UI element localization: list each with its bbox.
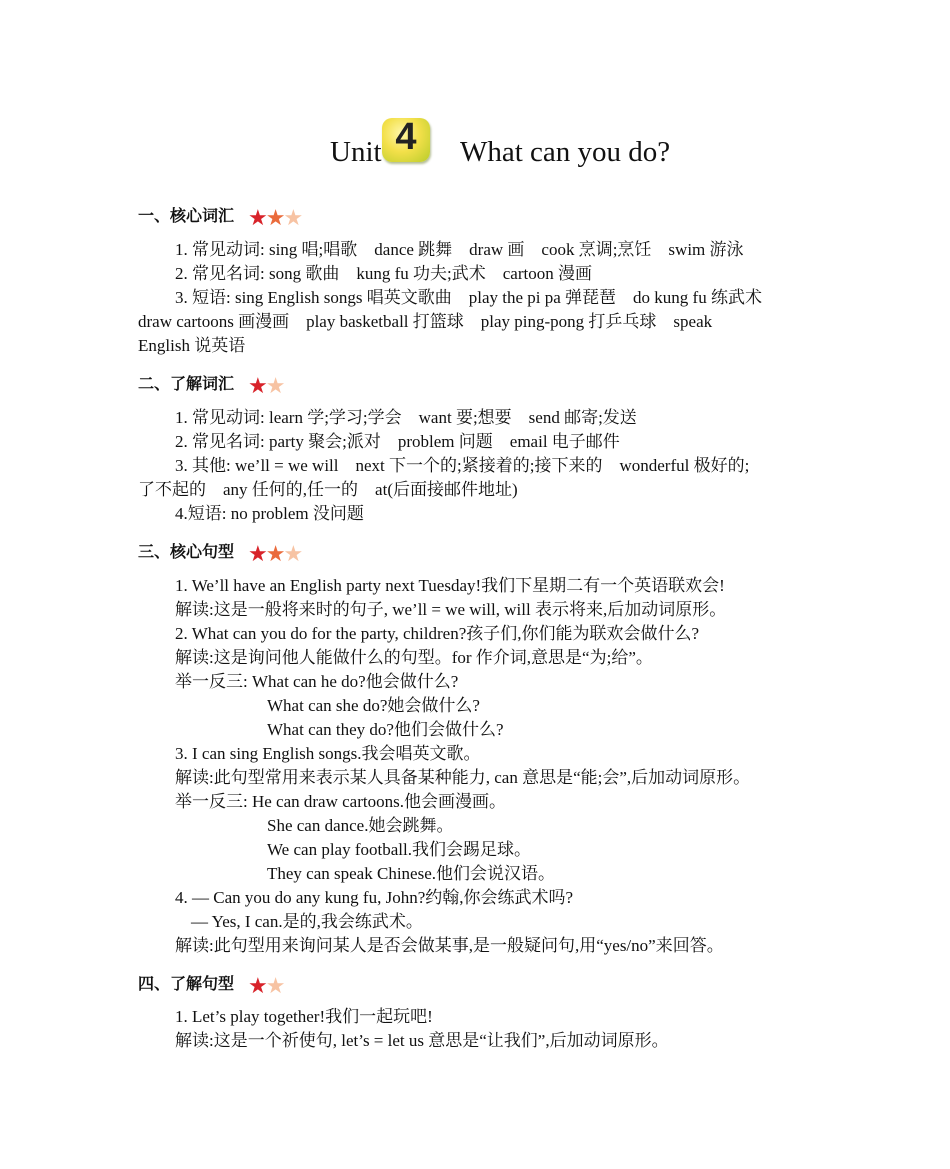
text-line: 解读:这是一般将来时的句子, we’ll = we will, will 表示将来,后加动词原形。 bbox=[175, 600, 727, 619]
unit-number-badge bbox=[382, 118, 430, 162]
section-heading-text: 二、了解词汇 bbox=[138, 374, 235, 393]
unit-label: Unit bbox=[330, 136, 382, 168]
unit-title bbox=[0, 118, 950, 178]
star-icon: ★ bbox=[248, 542, 268, 567]
unit-question: What can you do? bbox=[460, 136, 671, 168]
text-line: 举一反三: What can he do?他会做什么? bbox=[175, 672, 459, 691]
star-icon: ★ bbox=[265, 542, 286, 567]
section-heading-extra-vocabulary bbox=[138, 371, 286, 401]
text-line: 4.短语: no problem 没问题 bbox=[175, 504, 364, 523]
section-heading-text: 一、核心词汇 bbox=[138, 206, 235, 225]
text-line: 3. I can sing English songs.我会唱英文歌。 bbox=[175, 744, 481, 763]
difficulty-stars bbox=[248, 374, 286, 399]
star-icon: ★ bbox=[283, 206, 304, 231]
star-icon: ★ bbox=[248, 374, 268, 399]
text-line: 1. Let’s play together!我们一起玩吧! bbox=[175, 1007, 433, 1026]
text-line: She can dance.她会跳舞。 bbox=[267, 816, 454, 835]
section-heading-extra-sentences bbox=[138, 971, 286, 1001]
text-line: 1. 常见动词: learn 学;学习;学会 want 要;想要 send 邮寄;发送 bbox=[175, 408, 637, 427]
text-line: 2. 常见名词: party 聚会;派对 problem 问题 email 电子邮件 bbox=[175, 432, 620, 451]
text-line: They can speak Chinese.他们会说汉语。 bbox=[267, 864, 555, 883]
section-heading-core-vocabulary bbox=[138, 203, 304, 233]
text-line: draw cartoons 画漫画 play basketball 打篮球 play ping-pong 打乒乓球 speak bbox=[138, 312, 713, 331]
section-heading-core-sentences bbox=[138, 539, 304, 569]
star-icon: ★ bbox=[265, 206, 286, 231]
difficulty-stars bbox=[248, 974, 286, 999]
star-icon: ★ bbox=[283, 542, 304, 567]
star-icon: ★ bbox=[265, 374, 286, 399]
text-line: English 说英语 bbox=[138, 336, 246, 355]
text-line: 4. — Can you do any kung fu, John?约翰,你会练武术吗? bbox=[175, 888, 574, 907]
text-line: 2. 常见名词: song 歌曲 kung fu 功夫;武术 cartoon 漫画 bbox=[175, 264, 592, 283]
text-line: 1. We’ll have an English party next Tuesday!我们下星期二有一个英语联欢会! bbox=[175, 576, 725, 595]
text-line: — Yes, I can.是的,我会练武术。 bbox=[191, 912, 423, 931]
section-heading-text: 四、了解句型 bbox=[138, 974, 235, 993]
section-heading-text: 三、核心句型 bbox=[138, 542, 235, 561]
text-line: We can play football.我们会踢足球。 bbox=[267, 840, 531, 859]
text-line: 解读:此句型常用来表示某人具备某种能力, can 意思是“能;会”,后加动词原形。 bbox=[175, 768, 751, 787]
star-icon: ★ bbox=[265, 974, 286, 999]
text-line: 3. 短语: sing English songs 唱英文歌曲 play the pi pa 弹琵琶 do kung fu 练武术 bbox=[175, 288, 762, 307]
text-line: 举一反三: He can draw cartoons.他会画漫画。 bbox=[175, 792, 506, 811]
star-icon: ★ bbox=[248, 974, 268, 999]
star-icon: ★ bbox=[248, 206, 268, 231]
difficulty-stars bbox=[248, 206, 304, 231]
text-line: What can she do?她会做什么? bbox=[267, 696, 480, 715]
difficulty-stars bbox=[248, 542, 304, 567]
unit-number: 4 bbox=[395, 116, 417, 158]
text-line: 1. 常见动词: sing 唱;唱歌 dance 跳舞 draw 画 cook 烹调;烹饪 swim 游泳 bbox=[175, 240, 744, 259]
text-line: What can they do?他们会做什么? bbox=[267, 720, 504, 739]
text-line: 解读:这是一个祈使句, let’s = let us 意思是“让我们”,后加动词原形。 bbox=[175, 1031, 669, 1050]
text-line: 解读:此句型用来询问某人是否会做某事,是一般疑问句,用“yes/no”来回答。 bbox=[175, 936, 724, 955]
text-line: 解读:这是询问他人能做什么的句型。for 作介词,意思是“为;给”。 bbox=[175, 648, 653, 667]
text-line: 了不起的 any 任何的,任一的 at(后面接邮件地址) bbox=[138, 480, 518, 499]
text-line: 2. What can you do for the party, children?孩子们,你们能为联欢会做什么? bbox=[175, 624, 700, 643]
text-line: 3. 其他: we’ll = we will next 下一个的;紧接着的;接下来的 wonderful 极好的; bbox=[175, 456, 750, 475]
